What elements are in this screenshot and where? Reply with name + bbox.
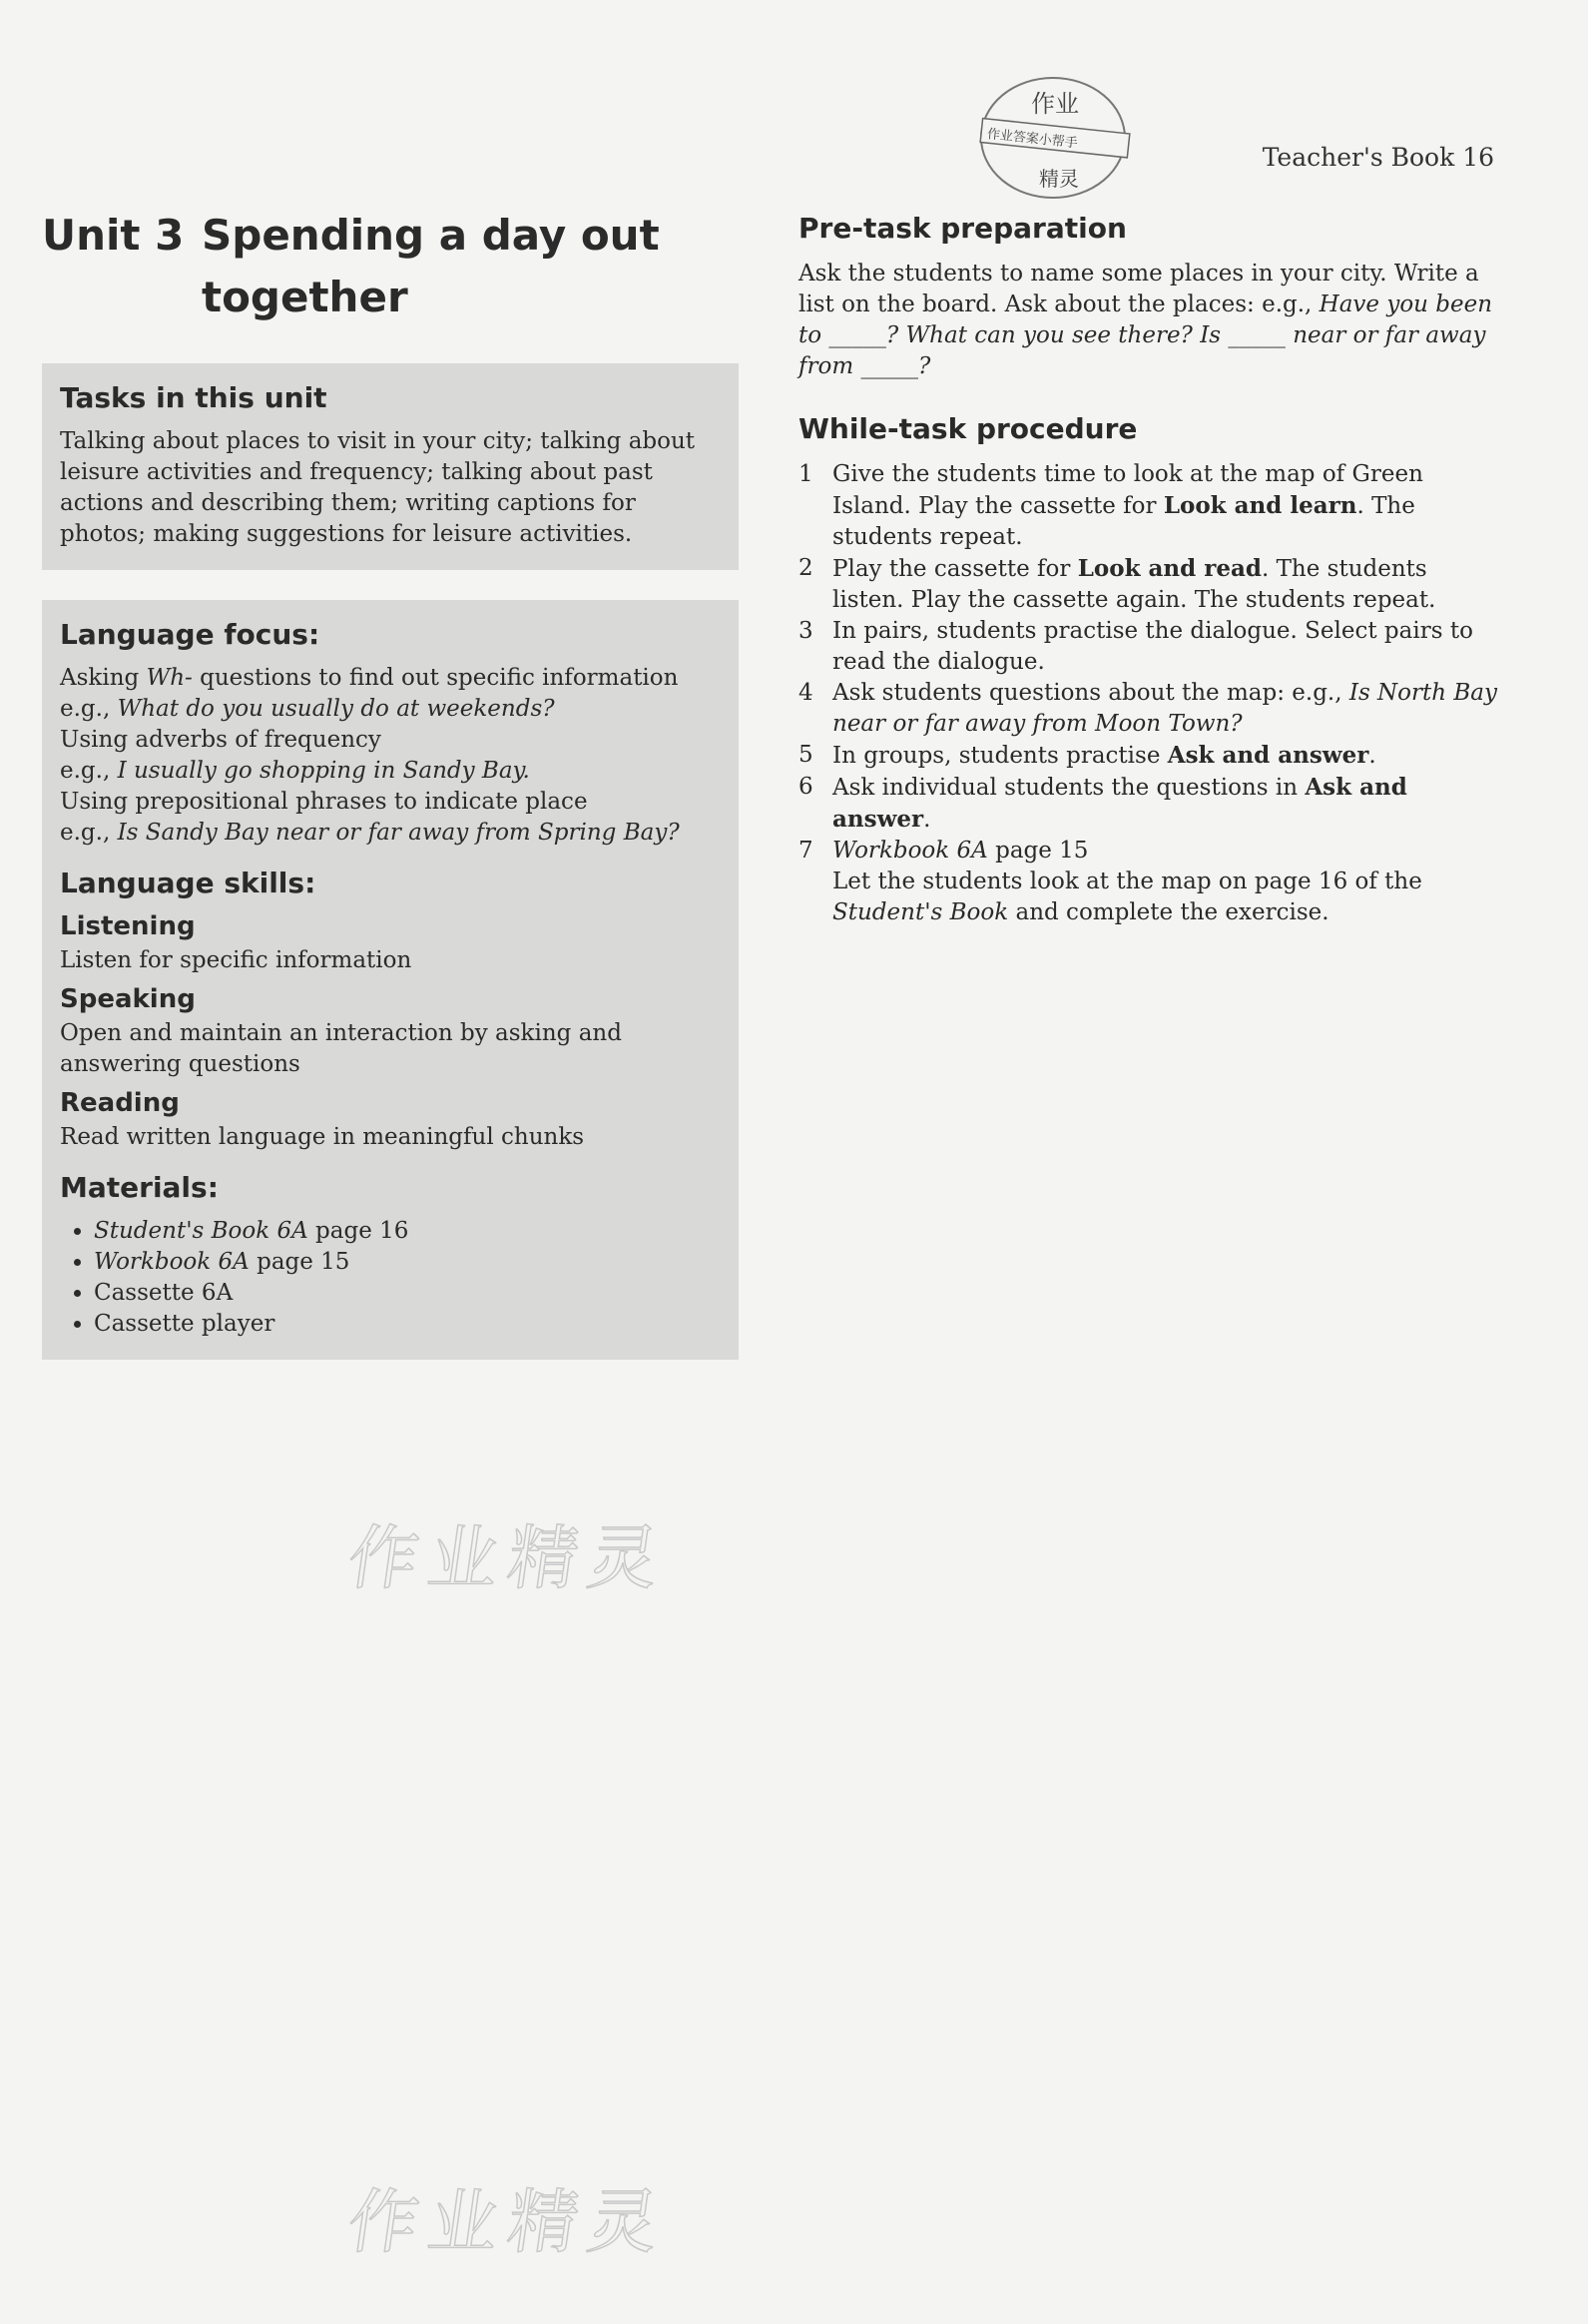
- watermark: 作业精灵: [342, 1517, 674, 1599]
- materials-heading: Materials:: [60, 1171, 219, 1204]
- focus-example-1: e.g., What do you usually do at weekends?: [60, 696, 555, 722]
- speaking-heading: Speaking: [60, 984, 196, 1014]
- focus-line-1: Asking Wh- questions to find out specific information: [60, 665, 679, 691]
- reading-text: Read written language in meaningful chunks: [60, 1124, 585, 1150]
- stamp-logo: [973, 68, 1133, 208]
- procedure-step: 6 Ask individual students the questions in Ask and answer.: [798, 774, 1407, 833]
- focus-example-3: e.g., Is Sandy Bay near or far away from Spring Bay?: [60, 820, 680, 846]
- procedure-step: 2 Play the cassette for Look and read. The students listen. Play the cassette again. The students repeat.: [798, 555, 1436, 613]
- procedure-step: 7 Workbook 6A page 15 Let the students look at the map on page 16 of the Student's Book and complete the exercise.: [798, 838, 1422, 925]
- left-column: [42, 205, 739, 1360]
- language-skills-heading: Language skills:: [60, 867, 316, 899]
- tasks-box: [42, 363, 739, 570]
- stamp-bottom-text: 精灵: [1039, 167, 1079, 191]
- page-label: Teacher's Book 16: [1262, 143, 1494, 172]
- procedure-step: 1 Give the students time to look at the map of Green Island. Play the cassette for Look and learn. The students repeat.: [798, 461, 1423, 550]
- stamp-top-text: 作业: [1031, 90, 1079, 118]
- tasks-heading: Tasks in this unit: [60, 381, 327, 414]
- unit-title-line2: together: [202, 273, 408, 321]
- whiletask-heading: While-task procedure: [798, 412, 1138, 445]
- materials-list: [60, 1216, 723, 1340]
- focus-line-3: Using prepositional phrases to indicate place: [60, 789, 588, 815]
- procedure-step: 3 In pairs, students practise the dialogue. Select pairs to read the dialogue.: [798, 618, 1473, 675]
- focus-example-2: e.g., I usually go shopping in Sandy Bay.: [60, 758, 530, 784]
- material-item: • Workbook 6A page 15: [94, 1247, 723, 1278]
- language-box: [42, 600, 739, 1360]
- procedure-list: [798, 459, 1497, 928]
- stamp-middle-text: 作业答案小帮手: [986, 127, 1079, 152]
- unit-title-line1: Spending a day out: [202, 211, 660, 260]
- language-focus-heading: Language focus:: [60, 618, 320, 651]
- pretask-heading: Pre-task preparation: [798, 212, 1127, 245]
- procedure-step: 5 In groups, students practise Ask and answer.: [798, 742, 1376, 769]
- material-item: • Cassette player: [94, 1309, 723, 1340]
- pretask-body: Ask the students to name some places in your city. Write a list on the board. Ask about the places: e.g., Have you been to _____? What can you see there? Is _____ near or far away from _____?: [798, 261, 1493, 379]
- right-column: [798, 212, 1497, 928]
- reading-heading: Reading: [60, 1088, 180, 1118]
- listening-heading: Listening: [60, 911, 196, 941]
- material-item: • Student's Book 6A page 16: [94, 1216, 723, 1247]
- material-item: • Cassette 6A: [94, 1278, 723, 1309]
- listening-text: Listen for specific information: [60, 947, 412, 973]
- watermark: 作业精灵: [342, 2181, 674, 2263]
- unit-number: Unit 3: [42, 211, 185, 260]
- speaking-text: Open and maintain an interaction by asking and answering questions: [60, 1020, 622, 1077]
- tasks-body: Talking about places to visit in your city; talking about leisure activities and frequency; talking about past actions and describing them; writing captions for photos; making suggestions for leisure activities.: [60, 428, 696, 547]
- procedure-step: 4 Ask students questions about the map: e.g., Is North Bay near or far away from Moon Town?: [798, 680, 1498, 737]
- focus-line-2: Using adverbs of frequency: [60, 727, 381, 753]
- unit-title: [42, 205, 739, 328]
